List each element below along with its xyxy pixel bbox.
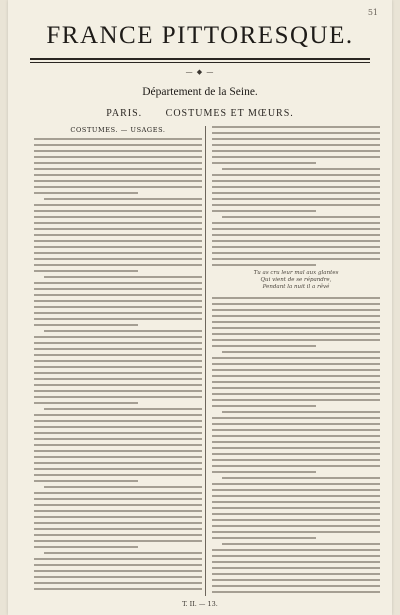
text-line <box>34 228 202 230</box>
text-line <box>44 276 202 278</box>
text-line <box>212 327 380 329</box>
text-line <box>34 456 202 458</box>
text-line <box>44 330 202 332</box>
text-line <box>34 294 202 296</box>
text-line <box>34 504 202 506</box>
text-line <box>34 450 202 452</box>
text-line <box>34 342 202 344</box>
text-line <box>212 555 380 557</box>
text-line <box>222 216 380 218</box>
text-line <box>212 519 380 521</box>
text-line <box>212 525 380 527</box>
text-line <box>212 264 316 266</box>
text-line <box>212 204 380 206</box>
text-line <box>212 549 380 551</box>
text-line <box>212 507 380 509</box>
text-line <box>34 168 202 170</box>
text-line <box>212 309 380 311</box>
text-line <box>34 252 202 254</box>
text-line <box>212 489 380 491</box>
text-line <box>34 336 202 338</box>
text-line <box>34 444 202 446</box>
text-line <box>34 582 202 584</box>
column-divider <box>205 126 206 596</box>
text-line <box>34 510 202 512</box>
text-line <box>44 198 202 200</box>
text-line <box>34 270 138 272</box>
text-line <box>34 354 202 356</box>
text-line <box>212 192 380 194</box>
text-line <box>212 381 380 383</box>
text-line <box>44 408 202 410</box>
text-line <box>34 432 202 434</box>
text-line <box>212 459 380 461</box>
text-line <box>222 168 380 170</box>
text-line <box>34 426 202 428</box>
text-line <box>212 369 380 371</box>
text-line <box>212 126 380 128</box>
text-line <box>212 465 380 467</box>
text-line <box>212 303 380 305</box>
text-line <box>34 300 202 302</box>
text-line <box>212 423 380 425</box>
text-line <box>34 558 202 560</box>
text-line <box>44 552 202 554</box>
masthead-rule-thin <box>30 62 370 63</box>
text-line <box>34 186 202 188</box>
text-line <box>34 468 202 470</box>
subtitle-place: PARIS. <box>106 108 143 119</box>
text-line <box>212 174 380 176</box>
text-line <box>34 234 202 236</box>
text-line <box>212 513 380 515</box>
page-signature: T. II. — 13. <box>182 600 218 608</box>
text-line <box>212 471 316 473</box>
text-line <box>212 567 380 569</box>
text-line <box>34 180 202 182</box>
text-line <box>212 315 380 317</box>
text-line <box>212 234 380 236</box>
text-line <box>34 480 138 482</box>
text-line <box>34 588 202 590</box>
text-line <box>212 357 380 359</box>
text-line <box>34 258 202 260</box>
text-line <box>34 324 138 326</box>
text-line <box>212 375 380 377</box>
text-line <box>222 351 380 353</box>
text-line <box>212 537 316 539</box>
text-line <box>222 477 380 479</box>
text-line <box>212 345 316 347</box>
verse-block <box>212 270 380 291</box>
text-line <box>34 528 202 530</box>
text-line <box>212 156 380 158</box>
text-line <box>34 492 202 494</box>
text-line <box>212 258 380 260</box>
text-line <box>34 288 202 290</box>
text-line <box>212 561 380 563</box>
verse-line: Qui vient de se répandre, <box>260 277 332 283</box>
text-line <box>34 318 202 320</box>
text-line <box>212 573 380 575</box>
text-line <box>212 321 380 323</box>
text-line <box>212 252 380 254</box>
text-line <box>34 348 202 350</box>
text-line <box>212 162 316 164</box>
text-line <box>212 186 380 188</box>
text-line <box>34 162 202 164</box>
text-line <box>212 387 380 389</box>
text-line <box>44 486 202 488</box>
text-line <box>34 144 202 146</box>
text-line <box>212 585 380 587</box>
text-line <box>34 570 202 572</box>
text-line <box>212 297 380 299</box>
text-line <box>34 540 202 542</box>
text-line <box>212 531 380 533</box>
text-line <box>212 453 380 455</box>
page-number: 51 <box>367 8 378 17</box>
text-line <box>34 564 202 566</box>
text-line <box>212 399 380 401</box>
text-line <box>34 498 202 500</box>
text-line <box>34 378 202 380</box>
ornament-divider: — ◆ — <box>185 68 215 76</box>
masthead-rule <box>30 58 370 60</box>
text-line <box>34 576 202 578</box>
text-line <box>222 411 380 413</box>
text-line <box>34 138 202 140</box>
masthead-title: FRANCE PITTORESQUE. <box>46 22 354 49</box>
text-line <box>212 441 380 443</box>
left-column-body <box>34 138 202 590</box>
text-line <box>212 393 380 395</box>
text-line <box>34 150 202 152</box>
text-line <box>34 246 202 248</box>
text-line <box>34 414 202 416</box>
text-line <box>34 390 202 392</box>
text-line <box>34 174 202 176</box>
verse-line: Tu as cru leur mal aux glantes <box>253 270 339 276</box>
text-line <box>212 246 380 248</box>
text-line <box>212 339 380 341</box>
text-line <box>222 543 380 545</box>
text-line <box>212 429 380 431</box>
text-line <box>34 438 202 440</box>
text-line <box>34 282 202 284</box>
text-line <box>212 417 380 419</box>
text-line <box>212 138 380 140</box>
text-line <box>212 150 380 152</box>
text-line <box>34 222 202 224</box>
text-line <box>34 204 202 206</box>
text-line <box>34 360 202 362</box>
text-line <box>34 156 202 158</box>
text-line <box>34 192 138 194</box>
right-column-body-top <box>212 126 380 266</box>
verse-line: Pendant la nuit il a rêvé <box>262 284 330 290</box>
text-column-left <box>34 126 202 596</box>
text-line <box>34 210 202 212</box>
text-line <box>34 546 138 548</box>
text-line <box>34 366 202 368</box>
text-line <box>34 372 202 374</box>
right-column-body-bottom <box>212 297 380 593</box>
text-line <box>34 216 202 218</box>
section-heading: COSTUMES. — USAGES. <box>70 126 166 134</box>
subtitle-topic: COSTUMES ET MŒURS. <box>165 108 294 119</box>
text-line <box>212 483 380 485</box>
text-line <box>34 516 202 518</box>
text-line <box>212 447 380 449</box>
text-line <box>34 264 202 266</box>
text-line <box>212 501 380 503</box>
text-line <box>212 591 380 593</box>
text-line <box>212 363 380 365</box>
text-line <box>34 462 202 464</box>
text-line <box>212 210 316 212</box>
text-line <box>212 144 380 146</box>
document-page <box>8 0 392 615</box>
subtitle <box>8 108 392 119</box>
text-line <box>34 384 202 386</box>
text-line <box>212 222 380 224</box>
text-line <box>212 240 380 242</box>
text-line <box>34 474 202 476</box>
text-line <box>212 495 380 497</box>
text-column-right <box>212 126 380 596</box>
text-line <box>212 132 380 134</box>
department-heading: Département de la Seine. <box>142 86 258 98</box>
text-line <box>212 198 380 200</box>
text-line <box>212 180 380 182</box>
text-line <box>212 228 380 230</box>
text-line <box>34 306 202 308</box>
text-line <box>34 522 202 524</box>
text-line <box>34 312 202 314</box>
text-line <box>34 402 138 404</box>
text-line <box>212 405 316 407</box>
text-line <box>34 396 202 398</box>
text-line <box>212 579 380 581</box>
text-line <box>212 333 380 335</box>
text-line <box>212 435 380 437</box>
text-line <box>34 420 202 422</box>
text-line <box>34 534 202 536</box>
text-line <box>34 240 202 242</box>
